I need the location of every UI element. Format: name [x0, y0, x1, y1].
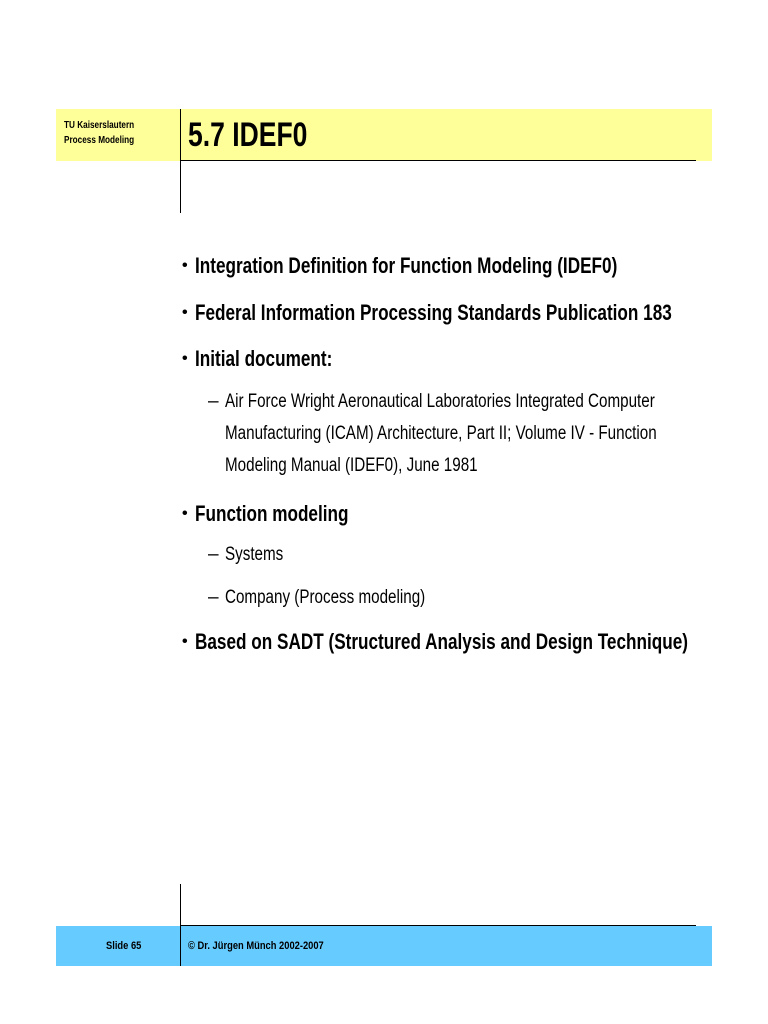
sub-text: Air Force Wright Aeronautical Laboratories Integrated Computer — [225, 391, 655, 412]
bullet-text: Federal Information Processing Standards Publication 183 — [195, 300, 672, 325]
bullet-dot: • — [182, 633, 188, 650]
sub-dash: – — [208, 544, 219, 565]
header-horizontal-rule — [180, 160, 696, 161]
slide-title: 5.7 IDEF0 — [188, 116, 308, 154]
footer-horizontal-rule — [180, 925, 696, 926]
bullet-text: Based on SADT (Structured Analysis and Design Technique) — [195, 629, 688, 654]
bullet-text: Initial document: — [195, 346, 333, 371]
sub-text: Company (Process modeling) — [225, 587, 426, 608]
bullet-dot: • — [182, 350, 188, 367]
bullet-dot: • — [182, 505, 188, 522]
org-line-2: Process Modeling — [64, 135, 135, 146]
sub-text: Modeling Manual (IDEF0), June 1981 — [225, 455, 478, 476]
org-line-1: TU Kaiserslautern — [64, 120, 135, 131]
header-vertical-rule — [180, 109, 181, 213]
bullet-dot: • — [182, 257, 188, 274]
bullet-text: Integration Definition for Function Modeling (IDEF0) — [195, 253, 618, 278]
org-label — [64, 118, 134, 148]
sub-dash: – — [208, 391, 219, 412]
bullet-dot: • — [182, 304, 188, 321]
copyright-notice: © Dr. Jürgen Münch 2002-2007 — [188, 940, 324, 952]
sub-text: Manufacturing (ICAM) Architecture, Part II; Volume IV - Function — [225, 423, 657, 444]
bullet-text: Function modeling — [195, 501, 349, 526]
sub-dash: – — [208, 587, 219, 608]
slide-number: Slide 65 — [106, 940, 142, 952]
sub-text: Systems — [225, 544, 284, 565]
